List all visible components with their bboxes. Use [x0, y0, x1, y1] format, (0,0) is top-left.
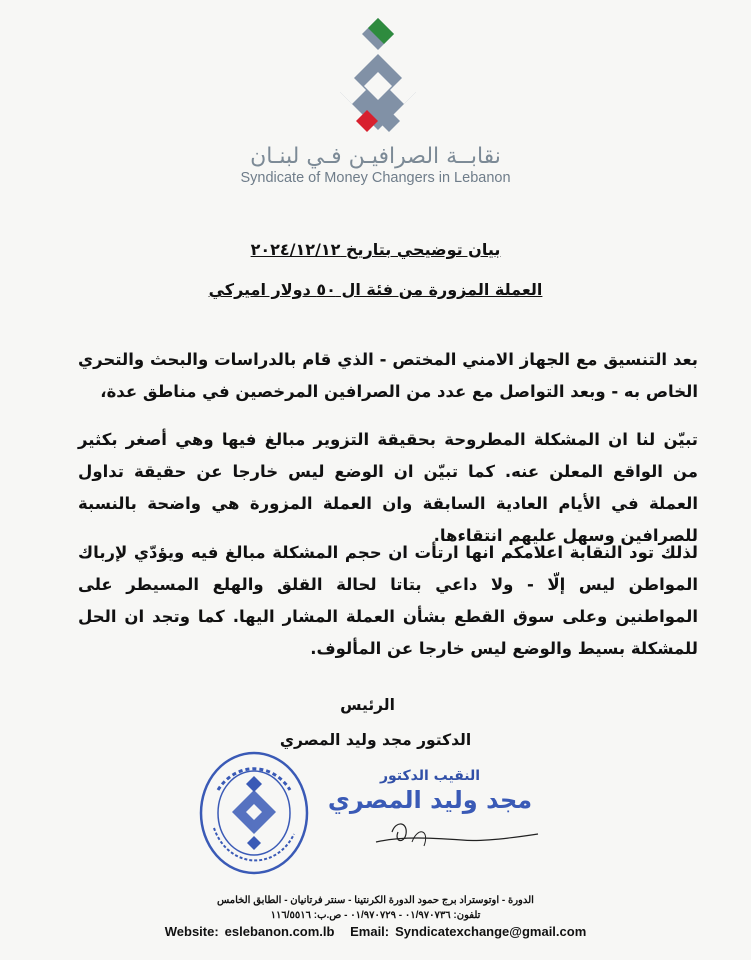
statement-subject: العملة المزورة من فئة ال ٥٠ دولار اميركي [208, 280, 543, 299]
signatory-name: الدكتور مجد وليد المصري [279, 731, 472, 749]
statement-title: بيان توضيحي بتاريخ ٢٠٢٤/١٢/١٢ [250, 240, 501, 259]
body-paragraph-1: بعد التنسيق مع الجهاز الامني المختص - الذي قام بالدراسات والبحث والتحري الخاص به - وبعد التواصل مع عدد من الصرافين المرخصين في مناطق عدة، [78, 350, 698, 401]
org-name-arabic: نقابــة الصرافيـن فـي لبنـان [250, 144, 501, 169]
email-label: Email: [350, 924, 390, 939]
official-seal [198, 750, 310, 876]
website-label: Website: [164, 924, 219, 939]
org-name-english: Syndicate of Money Changers in Lebanon [240, 170, 511, 186]
signatory-role: الرئيس [340, 696, 395, 714]
footer-address: الدورة - اوتوستراد برج حمود الدورة الكرنتينا - سنتر فرتانيان - الطابق الخامس [217, 895, 534, 906]
footer-phones: تلفون: ٠١/٩٧٠٧٣٦ - ٠١/٩٧٠٧٢٩ - ص.ب: ١١٦/٥٥١٦ [270, 910, 481, 921]
footer-contact [0, 924, 751, 939]
email-link[interactable]: Syndicatexchange@gmail.com [395, 924, 587, 939]
syndicate-logo [318, 14, 438, 140]
handwritten-signature [372, 812, 542, 862]
body-paragraph-3: لذلك تود النقابة اعلامكم انها ارتأت ان حجم المشكلة مبالغ فيه ويؤدّي لإرباك المواطن ليس إلّا - ولا داعي بتاتا لحالة القلق والهلع المسيطر على المواطنين وعلى سوق القطع بشأن العملة المشار اليها. كما وتجد ان الحل للمشكلة بسيط والوضع ليس خارجا عن المألوف. [78, 543, 698, 658]
stamp-name: مجد وليد المصري [327, 786, 533, 814]
body-paragraph-2: تبيّن لنا ان المشكلة المطروحة بحقيقة التزوير مبالغ فيها وهي أصغر بكثير من الواقع المعلن عنه. كما تبيّن ان الوضع ليس خارجا عن حقيقة تداول العملة في الأيام العادية السابقة وان العملة المزورة هي واضحة بالنسبة للصرافين وسهل عليهم انتقاءها. [78, 430, 698, 545]
website-link[interactable]: eslebanon.com.lb [224, 924, 335, 939]
stamp-title: النقيب الدكتور [379, 768, 481, 784]
